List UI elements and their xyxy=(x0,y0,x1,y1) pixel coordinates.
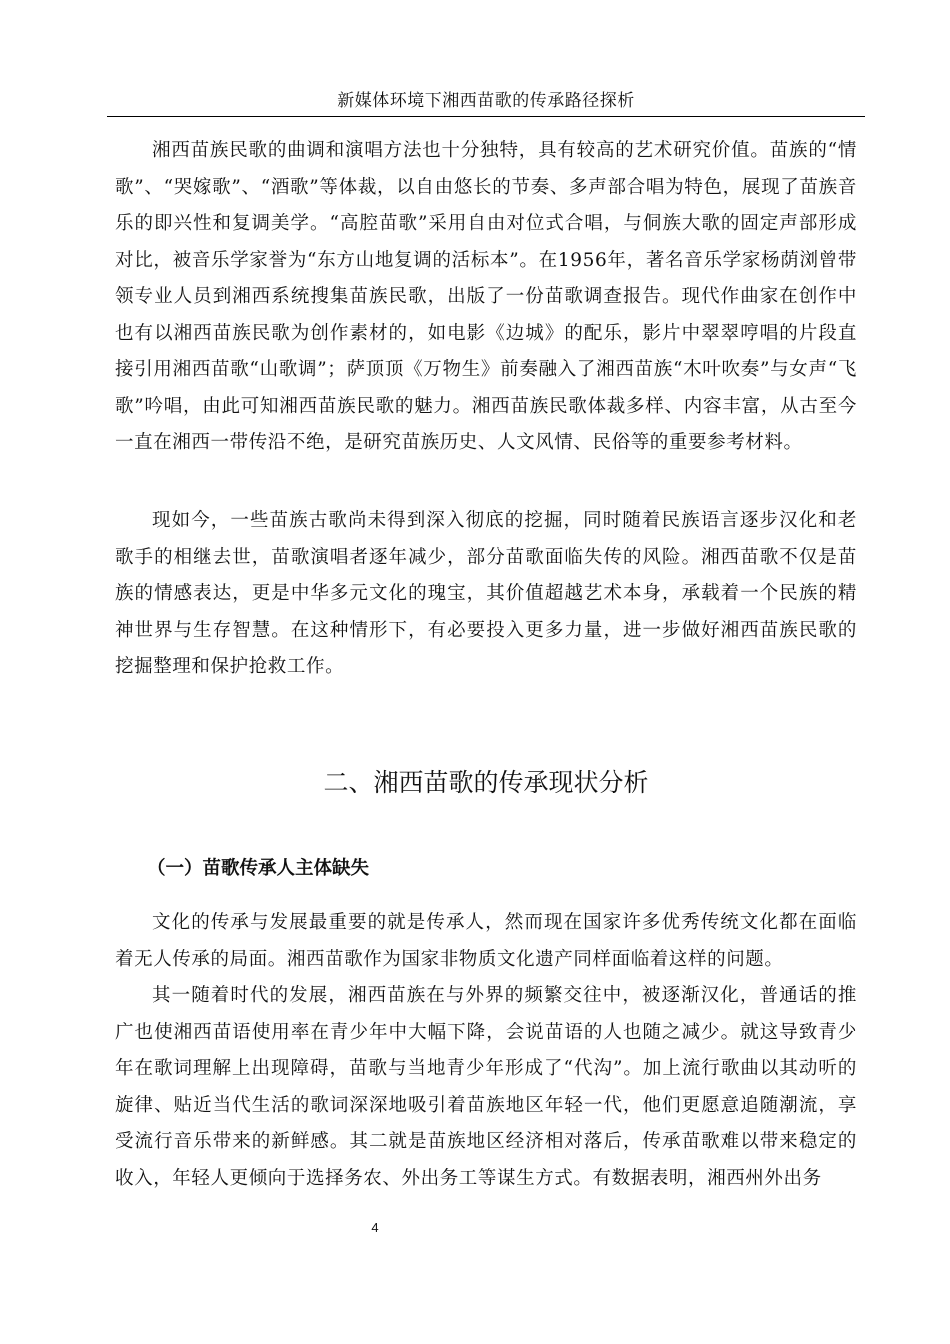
body-paragraph-3: 文化的传承与发展最重要的就是传承人，然而现在国家许多优秀传统文化都在面临着无人传承的局面。湘西苗歌作为国家非物质文化遗产同样面临着这样的问题。 xyxy=(115,912,857,970)
header-rule xyxy=(107,116,865,117)
body-paragraph-1: 湘西苗族民歌的曲调和演唱方法也十分独特，具有较高的艺术研究价值。苗族的“情歌”、“哭嫁歌”、“酒歌”等体裁，以自由悠长的节奏、多声部合唱为特色，展现了苗族音乐的即兴性和复调美学。“高腔苗歌”采用自由对位式合唱，与侗族大歌的固定声部形成对比，被音乐学家誉为“东方山地复调的活标本”。在1956年，著名音乐学家杨荫浏曾带领专业人员到湘西系统搜集苗族民歌，出版了一份苗歌调查报告。现代作曲家在创作中也有以湘西苗族民歌为创作素材的，如电影《边城》的配乐，影片中翠翠哼唱的片段直接引用湘西苗歌“山歌调”；萨顶顶《万物生》前奏融入了湘西苗族“木叶吹奏”与女声“飞歌”吟唱，由此可知湘西苗族民歌的魅力。湘西苗族民歌体裁多样、内容丰富，从古至今一直在湘西一带传沿不绝，是研究苗族历史、人文风情、民俗等的重要参考材料。 xyxy=(115,140,857,453)
body-paragraph-4: 其一随着时代的发展，湘西苗族在与外界的频繁交往中，被逐渐汉化，普通话的推广也使湘西苗语使用率在青少年中大幅下降，会说苗语的人也随之减少。就这导致青少年在歌词理解上出现障碍，苗歌与当地青少年形成了“代沟”。加上流行歌曲以其动听的旋律、贴近当代生活的歌词深深地吸引着苗族地区年轻一代，他们更愿意追随潮流，享受流行音乐带来的新鲜感。其二就是苗族地区经济相对落后，传承苗歌难以带来稳定的收入，年轻人更倾向于选择务农、外出务工等谋生方式。有数据表明，湘西州外出务 xyxy=(115,985,857,1189)
section-heading: 二、湘西苗歌的传承现状分析 xyxy=(323,768,649,797)
page-number: 4 xyxy=(371,1220,379,1235)
body-paragraph-2: 现如今，一些苗族古歌尚未得到深入彻底的挖掘，同时随着民族语言逐步汉化和老歌手的相继去世，苗歌演唱者逐年减少，部分苗歌面临失传的风险。湘西苗歌不仅是苗族的情感表达，更是中华多元文化的瑰宝，其价值超越艺术本身，承载着一个民族的精神世界与生存智慧。在这种情形下，有必要投入更多力量，进一步做好湘西苗族民歌的挖掘整理和保护抢救工作。 xyxy=(115,510,857,677)
subsection-heading: （一）苗歌传承人主体缺失 xyxy=(147,858,370,879)
running-header: 新媒体环境下湘西苗歌的传承路径探析 xyxy=(337,91,635,111)
